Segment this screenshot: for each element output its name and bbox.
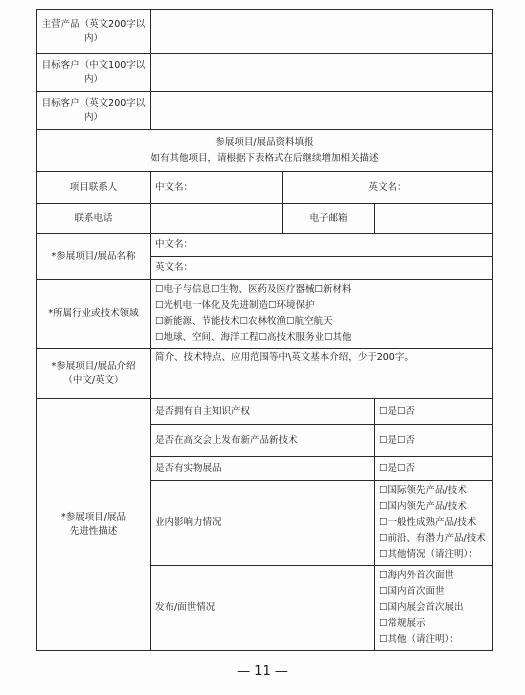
email-label: 电子邮箱 — [283, 204, 375, 234]
section-header-row — [37, 130, 493, 172]
target-customers-cn-field[interactable] — [151, 54, 493, 92]
industry-label: *所属行业或技术领域 — [37, 280, 151, 349]
advanced-question: 是否拥有自主知识产权 — [151, 399, 375, 425]
advanced-question: 业内影响力情况 — [151, 481, 375, 566]
project-name-label: *参展项目/展品名称 — [37, 234, 151, 280]
influence-option[interactable]: ☐国内领先产品/技术 — [379, 501, 467, 512]
section-subtitle: 如有其他项目，请根据下表格式在后继续增加相关描述 — [150, 152, 379, 164]
phone-field[interactable] — [151, 204, 283, 234]
intro-label-line: （中文/英文） — [63, 374, 124, 386]
advanced-answer[interactable]: ☐是☐否 — [375, 457, 493, 481]
phone-label: 联系电话 — [37, 204, 151, 234]
advanced-answer[interactable]: ☐是☐否 — [375, 425, 493, 457]
target-customers-cn-row — [37, 54, 493, 92]
section-title: 参展项目/展品资料填报 — [215, 136, 314, 148]
debut-option[interactable]: ☐国内首次面世 — [379, 586, 445, 597]
page-number: — 11 — — [237, 664, 288, 679]
contact-cn-name-field[interactable]: 中文名： — [151, 172, 283, 204]
advanced-question: 是否有实物展品 — [151, 457, 375, 481]
advanced-row-ip — [37, 399, 493, 425]
advanced-question: 是否在高交会上发布新产品新技术 — [151, 425, 375, 457]
intro-label — [37, 349, 151, 399]
industry-option-line[interactable]: ☐地球、空间、海洋工程☐高技术服务业☐其他 — [155, 332, 352, 343]
advanced-label — [37, 399, 151, 651]
main-products-en-row — [37, 10, 493, 54]
advanced-answer[interactable]: ☐是☐否 — [375, 399, 493, 425]
debut-option[interactable]: ☐其他（请注明）： — [379, 634, 459, 645]
target-customers-cn-label: 目标客户（中文100字以内） — [37, 54, 151, 92]
advanced-label-line: 先进性描述 — [69, 525, 118, 537]
advanced-question: 发布/面世情况 — [151, 566, 375, 651]
project-name-cn-field[interactable]: 中文名： — [151, 234, 493, 257]
influence-option[interactable]: ☐其他情况（请注明）： — [379, 549, 478, 560]
debut-option[interactable]: ☐国内展会首次展出 — [379, 602, 464, 613]
intro-field[interactable]: 简介、技术特点、应用范围等中\英文基本介绍，少于200字。 — [151, 349, 493, 399]
industry-row — [37, 280, 493, 349]
influence-options — [375, 481, 493, 566]
email-field[interactable] — [375, 204, 493, 234]
project-name-cn-row — [37, 234, 493, 257]
intro-label-line: *参展项目/展品介绍 — [51, 360, 136, 372]
influence-option[interactable]: ☐一般性成熟产品/技术 — [379, 517, 477, 528]
form-table — [36, 9, 493, 651]
target-customers-en-label: 目标客户（英文200字以内） — [37, 92, 151, 130]
debut-options — [375, 566, 493, 651]
industry-option-line[interactable]: ☐光机电一体化及先进制造☐环境保护 — [155, 300, 315, 311]
section-header — [37, 130, 493, 172]
debut-option[interactable]: ☐海内外首次面世 — [379, 570, 455, 581]
contact-label: 项目联系人 — [37, 172, 151, 204]
industry-option-line[interactable]: ☐新能源、节能技术☐农林牧渔☐航空航天 — [155, 316, 333, 327]
project-name-en-field[interactable]: 英文名： — [151, 257, 493, 280]
application-form — [36, 9, 492, 651]
target-customers-en-field[interactable] — [151, 92, 493, 130]
contact-row — [37, 172, 493, 204]
influence-option[interactable]: ☐国际领先产品/技术 — [379, 485, 467, 496]
phone-row — [37, 204, 493, 234]
intro-row — [37, 349, 493, 399]
industry-option-line[interactable]: ☐电子与信息☐生物、医药及医疗器械☐新材料 — [155, 284, 352, 295]
advanced-label-line: *参展项目/展品 — [61, 511, 126, 523]
main-products-en-field[interactable] — [151, 10, 493, 54]
influence-option[interactable]: ☐前沿、有潜力产品/技术 — [379, 533, 486, 544]
debut-option[interactable]: ☐常规展示 — [379, 618, 426, 629]
main-products-en-label: 主营产品（英文200字以内） — [37, 10, 151, 54]
contact-en-name-field[interactable]: 英文名： — [283, 172, 493, 204]
industry-options — [151, 280, 493, 349]
target-customers-en-row — [37, 92, 493, 130]
